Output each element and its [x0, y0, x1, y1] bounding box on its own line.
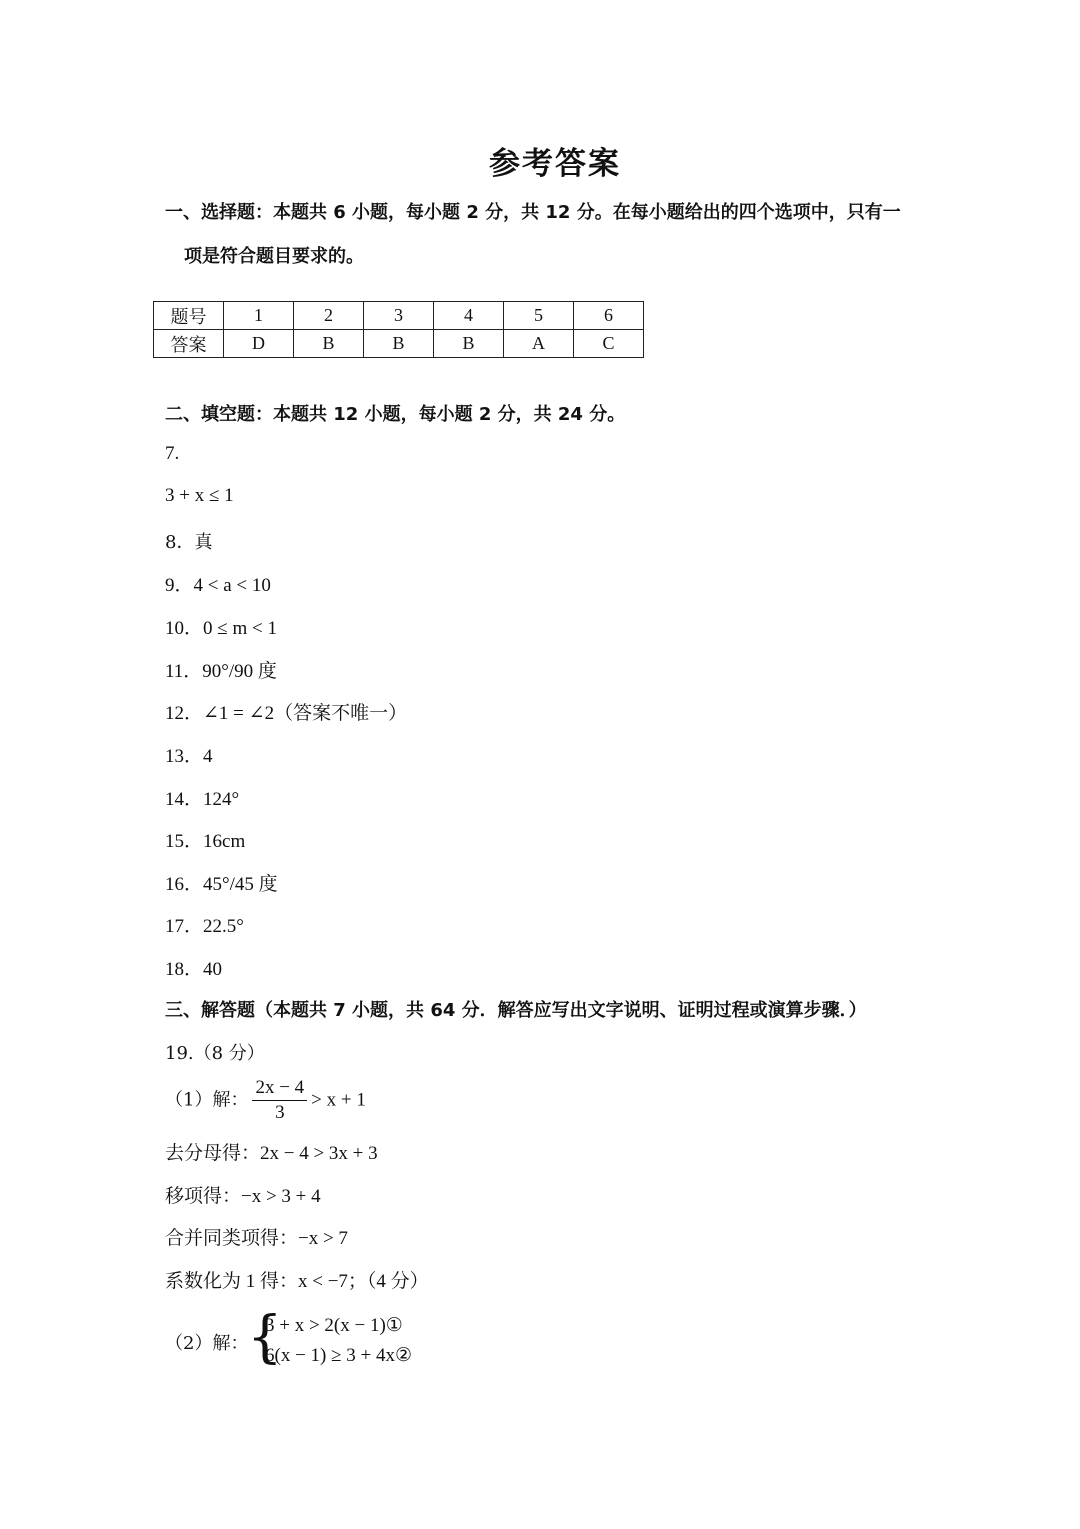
item-number: 10．: [165, 618, 204, 639]
answer-item-9: [165, 570, 271, 597]
item-number: 18．: [165, 959, 204, 980]
system-equation-1: 3 + x > 2(x − 1)①: [265, 1315, 403, 1336]
item-text: 124°: [203, 789, 240, 810]
part1-label: （1）解：: [165, 1089, 249, 1111]
item-text: ∠1 = ∠2（答案不唯一）: [203, 703, 408, 724]
part2-label: （2）解：: [165, 1333, 249, 1354]
table-number-cell: 2: [294, 302, 364, 330]
item-number: 8．: [165, 532, 195, 553]
table-answer-cell: B: [364, 330, 434, 358]
step-combine-terms: 合并同类项得：−x > 7: [165, 1228, 348, 1249]
answer-item-15: [165, 826, 245, 853]
table-label-cell: 题号: [154, 302, 224, 330]
answer-item-13: [165, 741, 213, 768]
answer-item-17: [165, 911, 244, 938]
item-number: 11．: [165, 661, 203, 682]
item-text: 22.5°: [203, 916, 244, 937]
fraction-numerator: 2x − 4: [252, 1076, 307, 1101]
answer-item-10: [165, 613, 277, 640]
answer-table-row-answers: [154, 330, 644, 358]
section1-heading-line1: 一、选择题：本题共 6 小题，每小题 2 分，共 12 分。在每小题给出的四个选项中，只有一: [165, 202, 901, 223]
item-text: 4: [203, 746, 213, 767]
item-text: 16cm: [203, 831, 246, 852]
section1-heading-line2: 项是符合题目要求的。: [184, 246, 364, 267]
item-text: 真: [194, 532, 213, 553]
page-title: 参考答案: [489, 146, 621, 182]
question-7-answer: 3 + x ≤ 1: [165, 485, 234, 506]
step-clear-denominator: 去分母得：2x − 4 > 3x + 3: [165, 1143, 378, 1164]
item-number: 12．: [165, 703, 204, 724]
section3-heading: 三、解答题（本题共 7 小题，共 64 分．解答应写出文字说明、证明过程或演算步骤．）: [165, 1000, 867, 1021]
item-number: 17．: [165, 916, 204, 937]
item-number: 15．: [165, 831, 204, 852]
item-number: 16．: [165, 874, 204, 895]
table-number-cell: 3: [364, 302, 434, 330]
table-number-cell: 1: [224, 302, 294, 330]
table-answer-cell: C: [574, 330, 644, 358]
answer-item-11: [165, 656, 277, 683]
question-7-number: 7.: [165, 443, 180, 464]
item-text: 90°/90 度: [202, 661, 277, 682]
table-label-cell: 答案: [154, 330, 224, 358]
table-answer-cell: A: [504, 330, 574, 358]
answer-item-18: [165, 954, 222, 981]
step-move-terms: 移项得：−x > 3 + 4: [165, 1186, 321, 1207]
table-answer-cell: B: [294, 330, 364, 358]
item-number: 14．: [165, 789, 204, 810]
item-text: 0 ≤ m < 1: [203, 618, 277, 639]
answer-item-8: [165, 528, 212, 554]
step-normalize-coefficient: 系数化为 1 得：x < −7；（4 分）: [165, 1271, 429, 1292]
system-brace: {: [247, 1305, 283, 1370]
answer-item-16: [165, 869, 278, 896]
fraction-denominator: 3: [275, 1102, 285, 1123]
item-text: 40: [203, 959, 223, 980]
table-answer-cell: D: [224, 330, 294, 358]
question-19-header: 19.（8 分）: [165, 1043, 265, 1064]
table-number-cell: 6: [574, 302, 644, 330]
item-number: 9．: [165, 575, 194, 596]
answer-table: [153, 301, 644, 358]
system-equation-2: 6(x − 1) ≥ 3 + 4x②: [265, 1345, 413, 1366]
table-answer-cell: B: [434, 330, 504, 358]
fraction: [252, 1076, 307, 1125]
part1-rhs: > x + 1: [311, 1089, 366, 1111]
answer-item-12: [165, 698, 407, 725]
section2-heading: 二、填空题：本题共 12 小题，每小题 2 分，共 24 分。: [165, 404, 626, 425]
answer-table-row-numbers: [154, 302, 644, 330]
part1-inequality: [165, 1076, 366, 1125]
table-number-cell: 5: [504, 302, 574, 330]
item-text: 45°/45 度: [203, 874, 278, 895]
item-number: 13．: [165, 746, 204, 767]
answer-item-14: [165, 784, 239, 811]
table-number-cell: 4: [434, 302, 504, 330]
item-text: 4 < a < 10: [193, 575, 271, 596]
